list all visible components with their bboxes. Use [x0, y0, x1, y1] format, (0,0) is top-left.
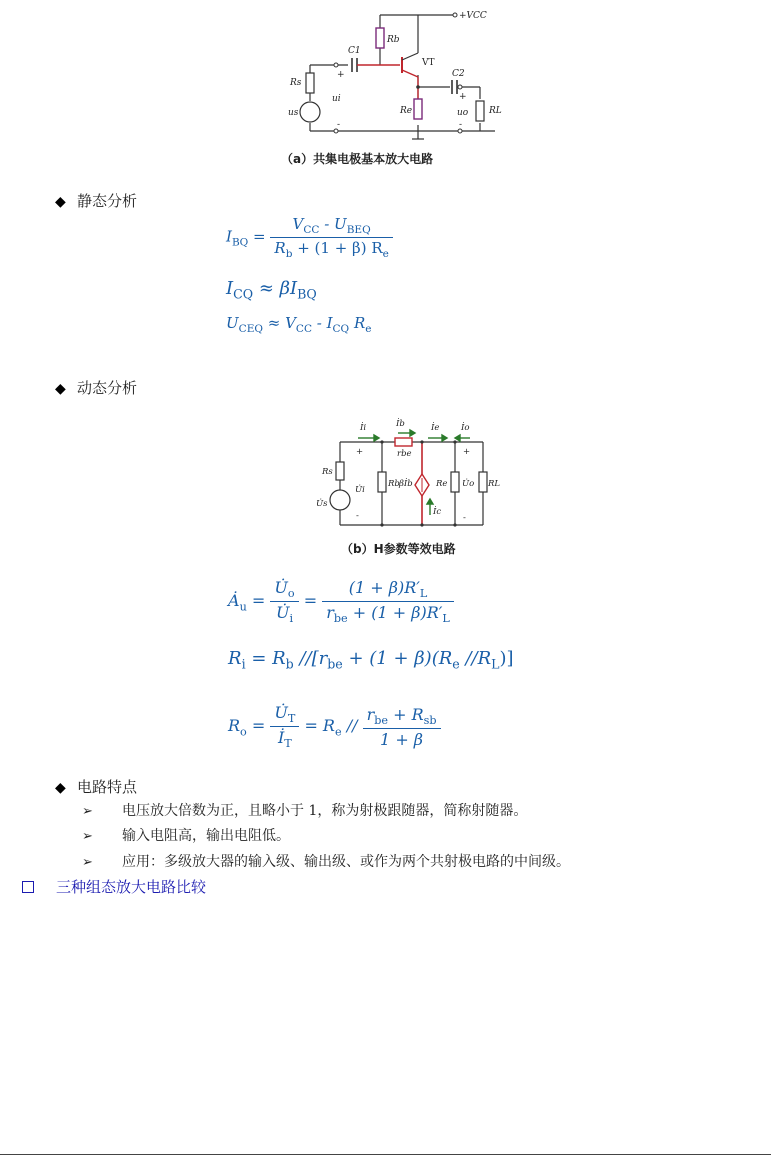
feature-item: ➢ 电压放大倍数为正，且略小于 1，称为射极跟随器，简称射随器。	[82, 803, 528, 819]
label-rl: RL	[488, 479, 500, 489]
arrow-icon: ➢	[82, 804, 93, 819]
label-io: İo	[461, 423, 470, 433]
label-ii: İi	[360, 423, 367, 433]
circuit-features-title: ◆ 电路特点	[55, 778, 138, 796]
diamond-icon: ◆	[55, 780, 66, 796]
section-heading: 三种组态放大电路比较	[22, 876, 206, 897]
label-vt: VT	[422, 58, 435, 68]
label-uo: U̇o	[462, 479, 475, 489]
dynamic-analysis-title: ◆ 动态分析	[55, 379, 138, 397]
equation-ro: $R_o$ = $\frac{U̇_T}{İ_T}$ = $R_e$ // $\frac{r_{be} + R_{sb}}{1 + \beta}$	[228, 703, 441, 750]
label-re: Re	[400, 106, 413, 116]
label-ie: İe	[431, 423, 440, 433]
label-beta-ib: βİb	[399, 479, 413, 489]
checkbox-icon	[22, 881, 34, 893]
figure-a-caption: （a）共集电极基本放大电路	[281, 152, 434, 166]
label-vcc: +VCC	[459, 11, 487, 21]
equation-uceq: $U_{CEQ} \approx V_{CC} - I_{CQ}$ $R_e$	[226, 314, 372, 335]
label-us: U̇s	[316, 499, 328, 509]
label-plus-in: +	[337, 70, 345, 80]
equation-ibq: $I_{BQ}$ = $\frac{V_{CC} - U_{BEQ}}{R_b + (1 + \beta) R_e}$	[226, 215, 393, 260]
label-rb: Rb	[387, 35, 400, 45]
label-plus-out: +	[459, 92, 467, 102]
label-minus-out: -	[459, 120, 463, 130]
label-rl: RL	[489, 106, 502, 116]
arrow-icon: ➢	[82, 855, 93, 870]
label-plus-in: +	[356, 447, 364, 457]
label-plus-out: +	[463, 447, 471, 457]
label-minus-in: -	[356, 511, 359, 521]
label-re: Re	[436, 479, 448, 489]
label-uo: uo	[457, 108, 469, 118]
equation-au: $Ȧ_u$ = $\frac{U̇_o}{U̇_i}$ = $\frac{(1 + \beta)R'_L}{r_{be} + (1 + \beta)R'_L}$	[228, 578, 454, 625]
diamond-icon: ◆	[55, 381, 66, 397]
label-c1: C1	[348, 46, 361, 56]
label-c2: C2	[452, 69, 465, 79]
label-rs: Rs	[290, 78, 302, 88]
label-minus-in: -	[337, 120, 341, 130]
label-rs: Rs	[322, 467, 333, 477]
arrow-icon: ➢	[82, 829, 93, 844]
label-ib: İb	[396, 419, 405, 429]
figure-b-caption: （b）H参数等效电路	[341, 542, 456, 556]
figure-a-circuit	[270, 5, 510, 150]
label-ic: İc	[433, 507, 442, 517]
label-ui: U̇i	[355, 485, 365, 495]
label-us: us	[288, 108, 299, 118]
equation-icq: $I_{CQ} \approx \beta I_{BQ}$	[226, 278, 317, 302]
feature-item: ➢ 输入电阻高，输出电阻低。	[82, 828, 290, 844]
figure-b-circuit	[310, 412, 500, 537]
label-rbe: rbe	[397, 449, 412, 459]
feature-item: ➢ 应用：多级放大器的输入级、输出级、或作为两个共射极电路的中间级。	[82, 854, 570, 870]
label-minus-out: -	[463, 513, 466, 523]
equation-ri: $R_i = R_b$ $//[r_{be} + (1 + \beta)(R_e$ $//R_L$)]	[228, 648, 514, 672]
page-bottom-rule	[0, 1154, 771, 1155]
static-analysis-title: ◆ 静态分析	[55, 192, 138, 210]
label-ui: ui	[332, 94, 341, 104]
diamond-icon: ◆	[55, 194, 66, 210]
label-rb: Rb	[388, 479, 400, 489]
